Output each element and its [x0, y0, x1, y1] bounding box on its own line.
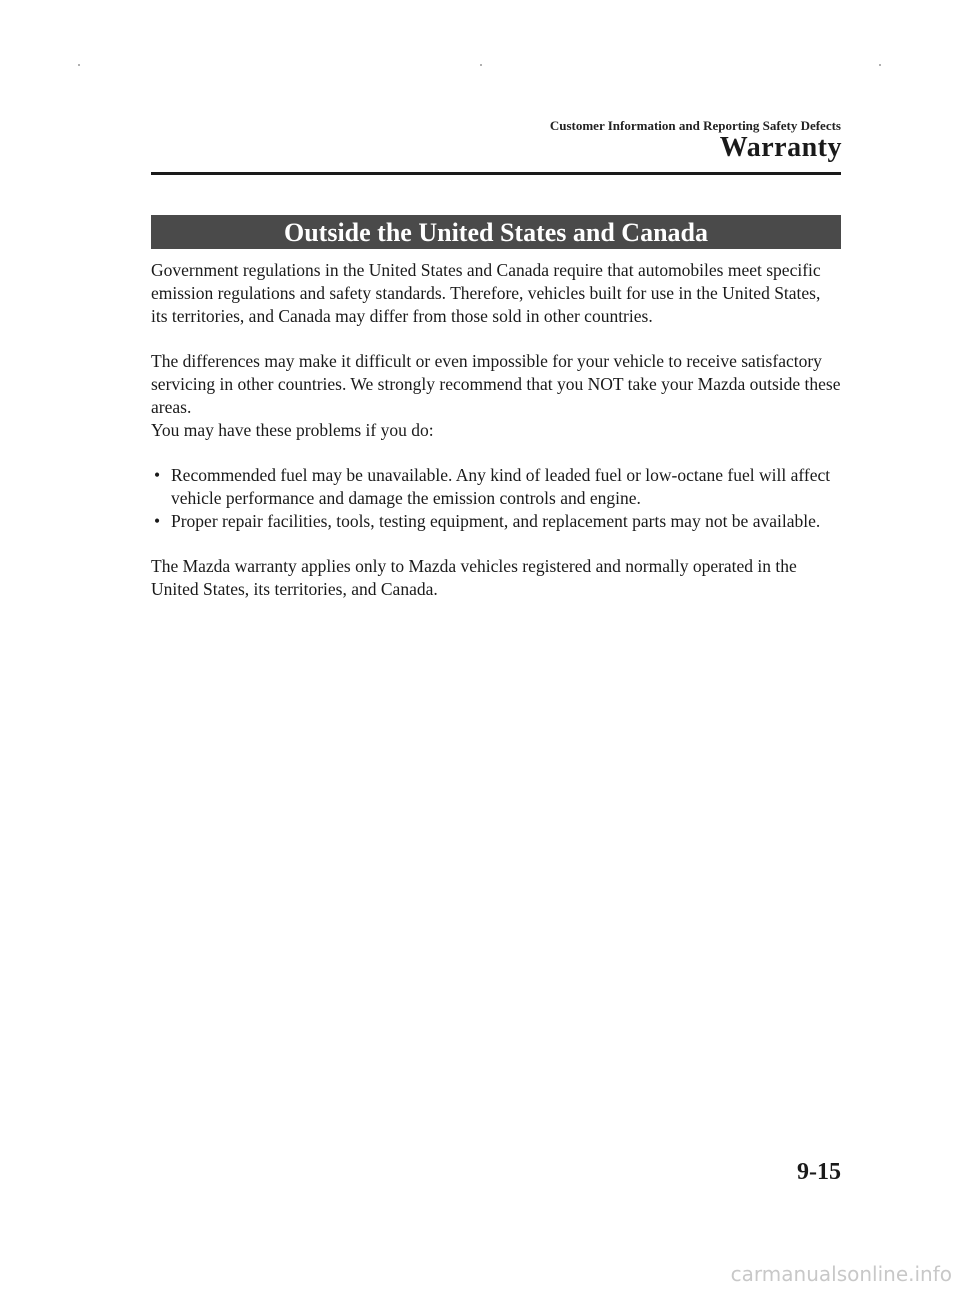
crop-mark-center [480, 64, 482, 66]
list-item [151, 510, 841, 533]
paragraph-differences: The differences may make it difficult or even impossible for your vehicle to receive satisfactory servicing in other countries. We strongly recommend that you NOT take your Mazda outside these areas. [151, 351, 841, 417]
crop-mark-left [78, 64, 80, 66]
problem-list [151, 464, 841, 533]
page-number: 9-15 [797, 1159, 841, 1185]
list-item-text: Proper repair facilities, tools, testing equipment, and replacement parts may not be available. [171, 511, 821, 531]
watermark: carmanualsonline.info [730, 1262, 952, 1286]
bullet-icon: • [154, 511, 161, 531]
list-item-text: Recommended fuel may be unavailable. Any kind of leaded fuel or low-octane fuel will affect vehicle performance and damage the emission controls and engine. [171, 465, 831, 508]
crop-mark-right [879, 64, 881, 66]
list-item [151, 464, 841, 510]
bullet-icon: • [154, 465, 161, 485]
running-header-section: Customer Information and Reporting Safety Defects [549, 118, 841, 133]
paragraph-regulations: Government regulations in the United States and Canada require that automobiles meet specific emission regulations and safety standards. Therefore, vehicles built for use in the United States, its territories, and Canada may differ from those sold in other countries. [151, 260, 821, 326]
body-text [151, 259, 841, 623]
header-rule [151, 172, 841, 175]
paragraph-warranty: The Mazda warranty applies only to Mazda vehicles registered and normally operated in the United States, its territories, and Canada. [151, 556, 797, 599]
running-header-title: Warranty [719, 132, 842, 163]
section-heading: Outside the United States and Canada [151, 215, 841, 249]
paragraph-problems-intro: You may have these problems if you do: [151, 420, 434, 440]
